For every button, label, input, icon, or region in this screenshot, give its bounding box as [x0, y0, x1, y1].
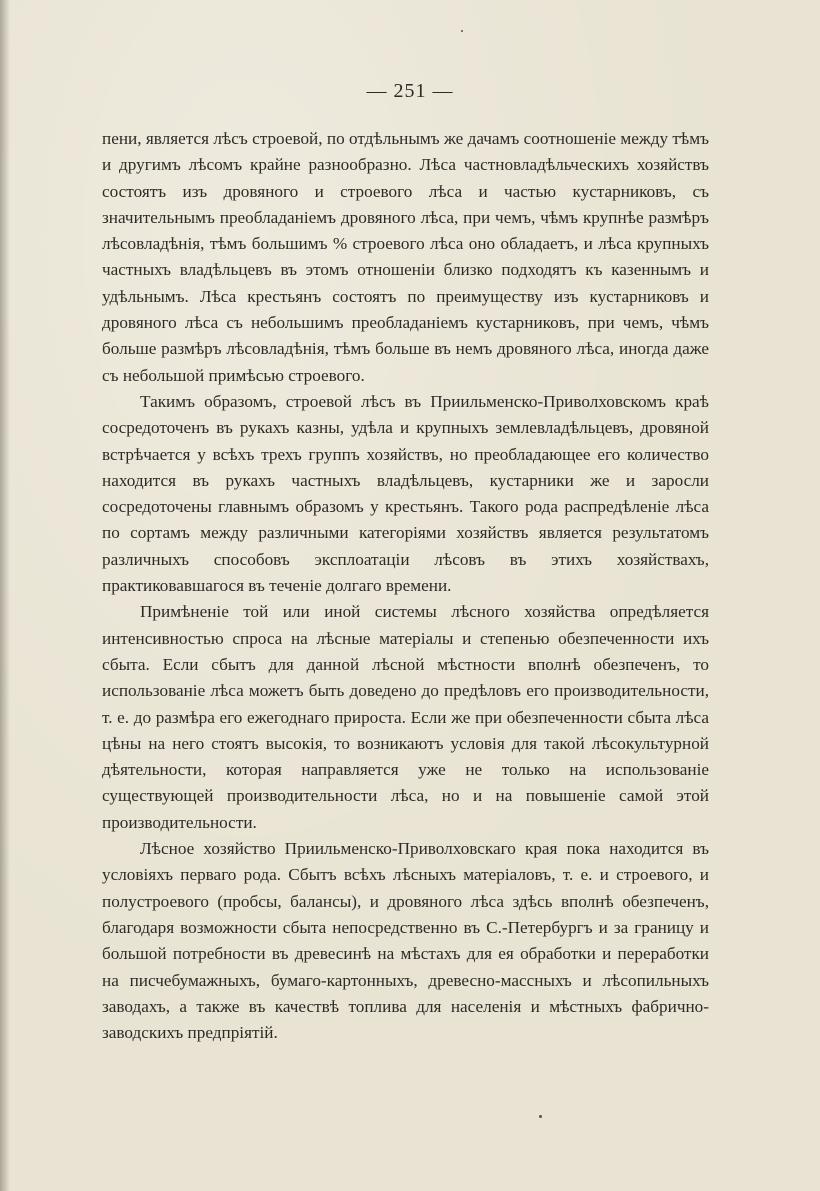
page-number: — 251 — [366, 80, 454, 102]
paragraph-4: Лѣсное хозяйство Приильменско-Приволховскаго края пока находится въ условіяхъ перваго рода. Сбытъ всѣхъ лѣсныхъ матеріаловъ, т. е. и строевого, и полустроевого (пробсы, балансы), и дровяного лѣса здѣсь вполнѣ обезпеченъ, благодаря возможности сбыта непосредственно въ С.-Петербургъ и за границу и большой потребности въ древесинѣ на мѣстахъ для ея обработки и переработки на писчебумажныхъ, бумаго-картонныхъ, древесно-массныхъ и лѣсопильныхъ заводахъ, а также въ качествѣ топлива для населенія и мѣстныхъ фабрично-заводскихъ предпріятій. [102, 839, 709, 1043]
body-text [102, 126, 709, 1046]
paper-speck [539, 1115, 542, 1118]
paragraph-3: Примѣненіе той или иной системы лѣсного хозяйства опредѣляется интенсивностью спроса на лѣсные матеріалы и степенью обезпеченности ихъ сбыта. Если сбытъ для данной лѣсной мѣстности вполнѣ обезпеченъ, то использованіе лѣса можетъ быть доведено до предѣловъ его производительности, т. е. до размѣра его ежегоднаго прироста. Если же при обезпеченности сбыта лѣса цѣны на него стоятъ высокія, то возникаютъ условія для такой лѣсокультурной дѣятельности, которая направляется уже не только на использованіе существующей производительности лѣса, но и на повышеніе самой этой производительности. [102, 602, 709, 832]
paper-speck [461, 30, 463, 32]
binding-shadow [0, 0, 10, 1191]
paragraph-1: пени, является лѣсъ строевой, по отдѣльнымъ же дачамъ соотношеніе между тѣмъ и другимъ лѣсомъ крайне разнообразно. Лѣса частновладѣльческихъ хозяйствъ состоятъ изъ дровяного и строевого лѣса и частью кустарниковъ, съ значительнымъ преобладаніемъ дровяного лѣса, при чемъ, чѣмъ крупнѣе размѣръ лѣсовладѣнія, тѣмъ большимъ % строевого лѣса оно обладаетъ, и лѣса крупныхъ частныхъ владѣльцевъ въ этомъ отношеніи близко подходятъ къ казеннымъ и удѣльнымъ. Лѣса крестьянъ состоятъ по преимуществу изъ кустарниковъ и дровяного лѣса съ небольшимъ преобладаніемъ кустарниковъ, при чемъ, чѣмъ больше размѣръ лѣсовладѣнія, тѣмъ больше въ немъ дровяного лѣса, иногда даже съ небольшой примѣсью строевого. [102, 129, 709, 385]
paragraph-2: Такимъ образомъ, строевой лѣсъ въ Приильменско-Приволховскомъ краѣ сосредоточенъ въ рукахъ казны, удѣла и крупныхъ землевладѣльцевъ, дровяной встрѣчается у всѣхъ трехъ группъ хозяйствъ, но преобладающее его количество находится въ рукахъ частныхъ владѣльцевъ, кустарники же и заросли сосредоточены главнымъ образомъ у крестьянъ. Такого рода распредѣленіе лѣса по сортамъ между различными категоріями хозяйствъ является результатомъ различныхъ способовъ эксплоатаціи лѣсовъ въ этихъ хозяйствахъ, практиковавшагося въ теченіе долгаго времени. [102, 391, 709, 596]
